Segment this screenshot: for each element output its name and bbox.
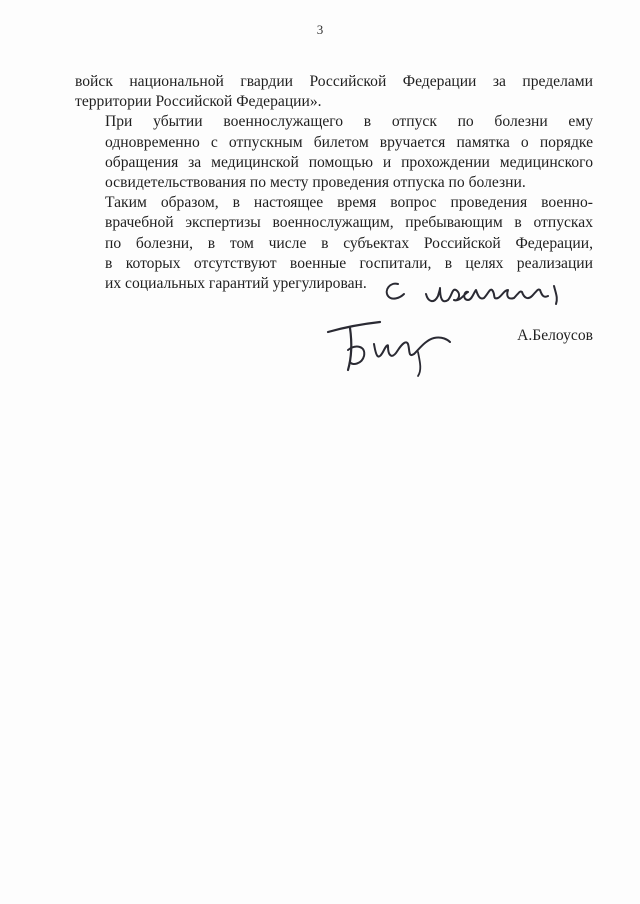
- text-line: по болезни, в том числе в субъектах Российской Федерации,: [105, 234, 593, 252]
- text-line: одновременно с отпускным билетом вручается памятка о порядке: [105, 133, 593, 151]
- text-line: территории Российской Федерации».: [75, 93, 322, 111]
- text-line: врачебной экспертизы военнослужащим, пребывающим в отпусках: [105, 214, 593, 232]
- text-line: Таким образом, в настоящее время вопрос проведения военно-: [105, 194, 593, 212]
- signer-name: А.Белоусов: [517, 327, 593, 344]
- text-line: освидетельствования по месту проведения отпуска по болезни.: [105, 174, 526, 192]
- text-line: войск национальной гвардии Российской Федерации за пределами: [75, 73, 593, 90]
- paragraph-1: [75, 72, 593, 112]
- text-line: При убытии военнослужащего в отпуск по болезни ему: [105, 113, 593, 131]
- text-line: их социальных гарантий урегулирован.: [105, 275, 367, 293]
- text-line: обращения за медицинской помощью и прохождении медицинского: [105, 153, 593, 171]
- handwritten-greeting: [378, 272, 593, 312]
- text-line: в которых отсутствуют военные госпитали, в целях реализации: [105, 254, 593, 272]
- signature-image: [322, 310, 462, 380]
- letter-body: [75, 72, 593, 294]
- page-number: 3: [316, 22, 324, 37]
- paragraph-2: [75, 112, 593, 193]
